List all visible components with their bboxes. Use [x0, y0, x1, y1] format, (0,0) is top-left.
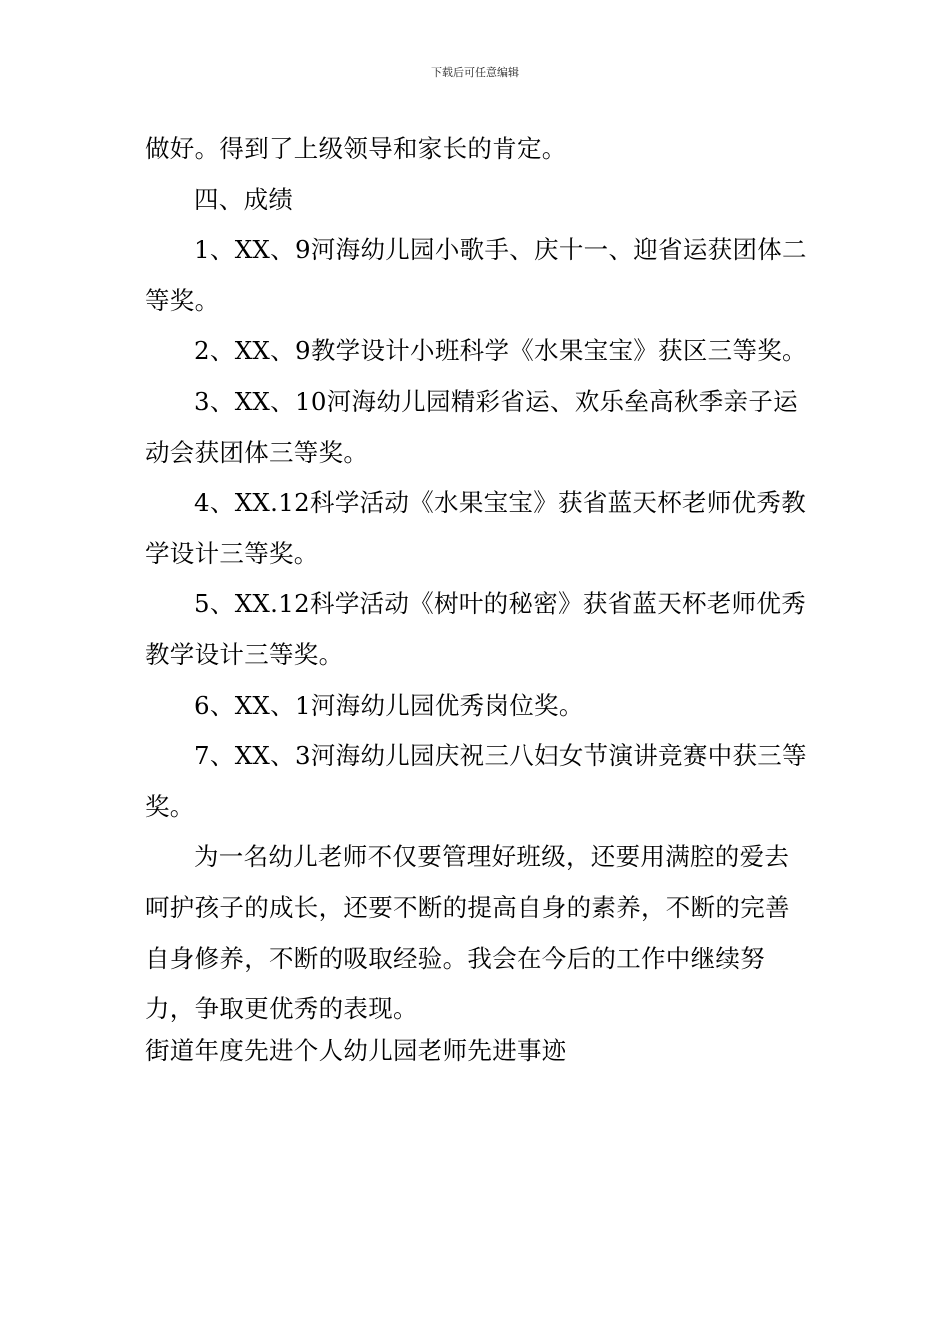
closing-paragraph: 为一名幼儿老师不仅要管理好班级，还要用满腔的爱去呵护孩子的成长，还要不断的提高自身的素养，不断的完善自身修养，不断的吸取经验。我会在今后的工作中继续努力，争取更优秀的表现。 — [145, 842, 790, 1024]
achievement-item-6: 6、XX、1河海幼儿园优秀岗位奖。 — [194, 690, 584, 720]
achievement-item-5: 5、XX.12科学活动《树叶的秘密》获省蓝天杯老师优秀教学设计三等奖。 — [145, 589, 807, 669]
header-note: 下载后可任意编辑 — [431, 66, 519, 79]
closing-title: 街道年度先进个人幼儿园老师先进事迹 — [145, 1036, 567, 1065]
section-heading-achievements: 四、成绩 — [194, 184, 294, 214]
achievement-item-7: 7、XX、3河海幼儿园庆祝三八妇女节演讲竞赛中获三等奖。 — [145, 741, 807, 821]
document-body — [145, 124, 810, 1035]
achievement-item-3: 3、XX、10河海幼儿园精彩省运、欢乐垒高秋季亲子运动会获团体三等奖。 — [145, 386, 798, 467]
achievement-item-2: 2、XX、9教学设计小班科学《水果宝宝》获区三等奖。 — [194, 336, 807, 366]
achievement-item-4: 4、XX.12科学活动《水果宝宝》获省蓝天杯老师优秀教学设计三等奖。 — [145, 488, 807, 568]
paragraph-continuation: 做好。得到了上级领导和家长的肯定。 — [145, 134, 567, 163]
achievement-item-1: 1、XX、9河海幼儿园小歌手、庆十一、迎省运获团体二等奖。 — [145, 235, 807, 315]
